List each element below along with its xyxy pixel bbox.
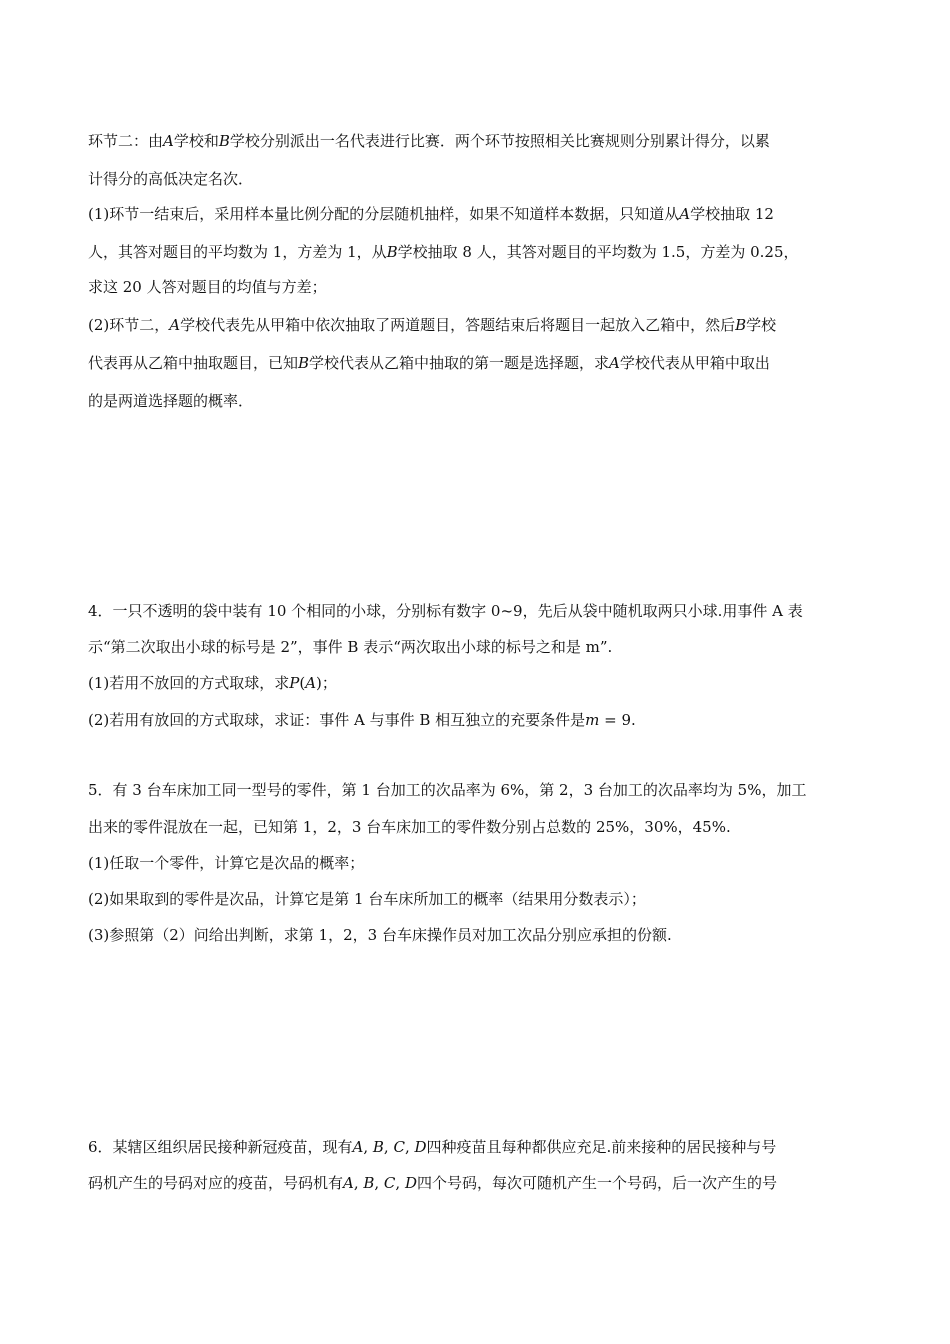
text-line: (2)环节二，𝐴学校代表先从甲箱中依次抽取了两道题目，答题结束后将题目一起放入乙箱中，然后𝐵学校 xyxy=(88,316,777,334)
text-line: 4．一只不透明的袋中装有 10 个相同的小球，分别标有数字 0~9，先后从袋中随机取两只小球.用事件 A 表 xyxy=(88,602,803,620)
text-line: 的是两道选择题的概率． xyxy=(88,392,254,410)
text-line: (2)若用有放回的方式取球，求证：事件 A 与事件 B 相互独立的充要条件是𝑚 = 9. xyxy=(88,711,636,729)
text-line: 出来的零件混放在一起，已知第 1，2，3 台车床加工的零件数分别占总数的 25%，30%，45%. xyxy=(88,818,731,836)
text-line: 代表再从乙箱中抽取题目，已知𝐵学校代表从乙箱中抽取的第一题是选择题，求𝐴学校代表从甲箱中取出 xyxy=(88,354,770,372)
text-line: (1)若用不放回的方式取球，求𝑃(𝐴)； xyxy=(88,674,337,692)
text-line: 计得分的高低决定名次． xyxy=(88,170,254,188)
text-line: 环节二：由𝐴学校和𝐵学校分别派出一名代表进行比赛．两个环节按照相关比赛规则分别累计得分，以累 xyxy=(88,132,770,150)
text-line: (2)如果取到的零件是次品，计算它是第 1 台车床所加工的概率（结果用分数表示）； xyxy=(88,890,646,908)
text-line: 5．有 3 台车床加工同一型号的零件，第 1 台加工的次品率为 6%，第 2，3 台加工的次品率均为 5%，加工 xyxy=(88,781,807,799)
text-line: 码机产生的号码对应的疫苗，号码机有𝐴, 𝐵, 𝐶, 𝐷四个号码，每次可随机产生一个号码，后一次产生的号 xyxy=(88,1174,777,1192)
text-line: (1)任取一个零件，计算它是次品的概率； xyxy=(88,854,365,872)
text-line: (3)参照第（2）问给出判断，求第 1，2，3 台车床操作员对加工次品分别应承担的份额. xyxy=(88,926,672,944)
text-line: 6．某辖区组织居民接种新冠疫苗，现有𝐴, 𝐵, 𝐶, 𝐷四种疫苗且每种都供应充足.前来接种的居民接种与号 xyxy=(88,1138,777,1156)
text-line: 求这 20 人答对题目的均值与方差； xyxy=(88,278,327,296)
text-line: 示“第二次取出小球的标号是 2”，事件 B 表示“两次取出小球的标号之和是 m”. xyxy=(88,638,613,656)
text-line: (1)环节一结束后，采用样本量比例分配的分层随机抽样，如果不知道样本数据，只知道从𝐴学校抽取 12 xyxy=(88,205,774,223)
text-line: 人，其答对题目的平均数为 1，方差为 1，从𝐵学校抽取 8 人，其答对题目的平均数为 1.5，方差为 0.25， xyxy=(88,243,799,261)
